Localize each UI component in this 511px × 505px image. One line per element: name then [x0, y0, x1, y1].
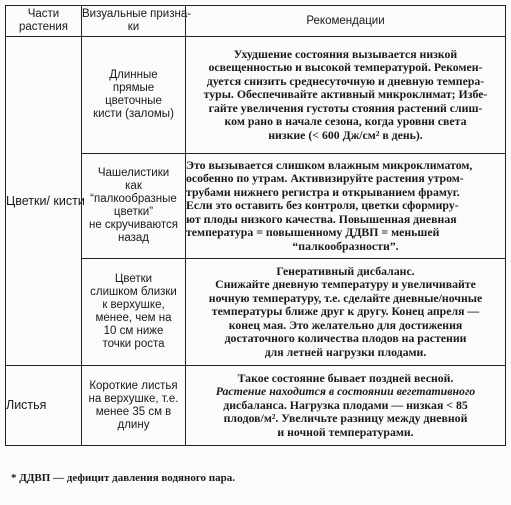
recommendation-line: Генеративный дисбаланс.: [276, 264, 415, 279]
header-visual-signs-line: Визуальные призна-: [82, 8, 192, 20]
footnote: * ДДВП — дефицит давления водяного пара.: [11, 472, 236, 484]
recommendation-line: “палкообразности”.: [292, 238, 399, 253]
visual-sign-cell: [82, 154, 186, 259]
visual-sign-cell: [82, 366, 186, 446]
sign-line: к верхушке,: [102, 299, 165, 311]
header-plant-part-line: растения: [18, 21, 69, 33]
sign-line: менее, чем на: [95, 312, 172, 324]
recommendation-line: Это вызывается слишком влажным микроклиматом,: [186, 158, 473, 173]
sign-line: 10 см ниже: [103, 325, 164, 337]
recommendation-cell: [186, 37, 506, 154]
group-leaves-cell: [6, 366, 82, 446]
header-plant-part-line: Части: [27, 8, 60, 20]
group-flowers-label: Цветки/ кисти: [6, 193, 85, 208]
recommendation-cell: [186, 366, 506, 446]
recommendation-line: Снижайте дневную температуру и увеличивайте: [215, 277, 476, 292]
sign-line: как: [125, 180, 142, 192]
sign-line: Длинные: [109, 69, 158, 81]
sign-line: цветочные: [105, 95, 162, 107]
sign-line: Цветки: [114, 273, 153, 285]
sign-line: “палкообразные: [90, 193, 177, 205]
recommendation-line: плодов/м². Увеличьте разницу между дневной: [223, 411, 468, 426]
recommendations-table: [5, 5, 506, 446]
recommendation-line: Растение находится в состоянии вегетативного: [215, 384, 476, 399]
recommendation-line: Если это оставить без контроля, цветки сформиру-: [186, 198, 459, 213]
recommendation-line: ночную температуру, т.е. сделайте дневные/ночные: [208, 290, 483, 305]
sign-line: прямые: [112, 82, 155, 94]
recommendation-line: конец мая. Это желательно для достижения: [228, 317, 463, 332]
header-visual-signs-line: ки: [127, 21, 140, 33]
recommendation-line: гайте увеличения густоты стояния растений слиш-: [208, 100, 483, 115]
recommendation-cell: [186, 259, 506, 366]
visual-sign-cell: [82, 37, 186, 154]
recommendation-line: трубами нижнего регистра и открыванием фрамуг.: [186, 184, 460, 199]
sign-line: назад: [118, 232, 149, 244]
recommendation-line: ком рано в начале сезона, когда уровни света: [224, 114, 467, 129]
recommendation-line: низкие (< 600 Дж/см² в день).: [268, 127, 423, 142]
group-leaves-label: Листья: [6, 398, 47, 412]
recommendation-line: и ночной температурами.: [277, 424, 414, 439]
recommendation-line: температура = повышенному ДДВП = меньшей: [186, 225, 440, 240]
recommendation-line: ют плоды низкого качества. Повышенная дневная: [186, 211, 457, 226]
sign-line: слишком близки: [90, 286, 177, 298]
recommendation-line: дуется снизить среднесуточную и дневную темпера-: [206, 73, 485, 88]
recommendation-line: дисбаланса. Нагрузка плодами — низкая < 85: [223, 397, 468, 412]
sign-line: точки роста: [102, 338, 165, 350]
group-flowers-cell: [6, 37, 85, 366]
recommendation-line: освещенностью и высокой температурой. Рекомен-: [208, 60, 483, 75]
header-row: [6, 6, 506, 37]
header-plant-part: [6, 6, 82, 37]
table-row: [6, 366, 506, 446]
sign-line: Чашелистики: [97, 167, 170, 179]
recommendation-line: достаточного количества плодов на растении: [224, 331, 467, 346]
header-recommendations: Рекомендации: [186, 6, 506, 37]
sign-line: цветки”: [113, 206, 154, 218]
recommendation-line: температуры ближе друг к другу. Конец апреля —: [211, 304, 480, 319]
sign-line: кисти (заломы): [93, 108, 174, 120]
recommendation-line: Такое состояние бывает поздней весной.: [237, 370, 454, 385]
sign-line: на верхушке, т.е.: [88, 392, 179, 405]
visual-sign-cell: [82, 259, 186, 366]
header-visual-signs: [82, 6, 192, 37]
sign-line: Короткие листья: [89, 379, 178, 392]
sign-line: длину: [117, 418, 150, 431]
sign-line: не скручиваются: [88, 219, 179, 231]
recommendation-cell: [186, 154, 506, 259]
recommendation-line: для летней нагрузки плодами.: [264, 344, 427, 359]
recommendation-line: туры. Обеспечивайте активный микроклимат; Избе-: [203, 87, 488, 102]
table-row: [6, 37, 506, 154]
recommendation-line: Ухудшение состояния вызывается низкой: [233, 47, 458, 62]
recommendation-line: особенно по утрам. Активизируйте растения утром-: [186, 171, 464, 186]
sign-line: менее 35 см в: [95, 405, 172, 418]
